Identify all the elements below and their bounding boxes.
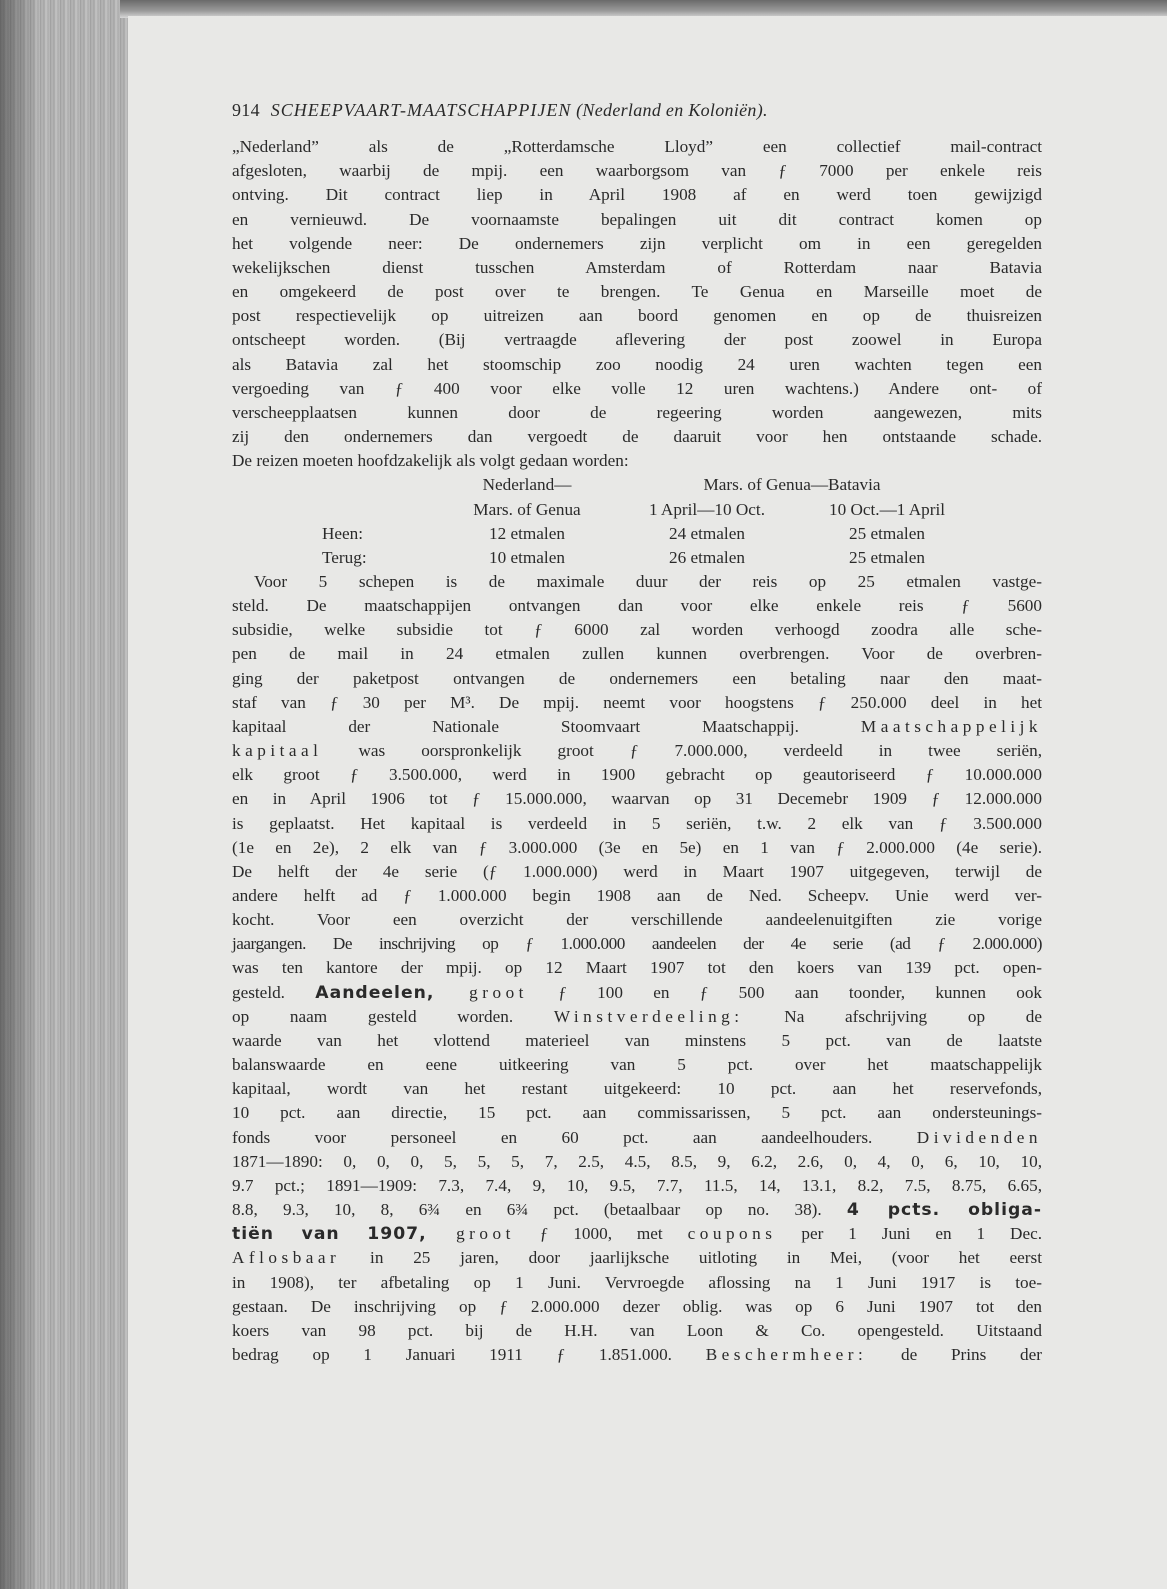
text-line: in 1908), ter afbetaling op 1 Juni. Vervroegde aflossing na 1 Juni 1917 is toe- (232, 1272, 1042, 1292)
table-cell: 24 etmalen (669, 523, 745, 543)
text-line: elk groot ƒ 3.500.000, werd in 1900 gebracht op geautoriseerd ƒ 10.000.000 (232, 765, 1042, 785)
text-line: staf van ƒ 30 per M³. De mpij. neemt voor hoogstens ƒ 250.000 deel in het (232, 692, 1042, 712)
text-line: (1e en 2e), 2 elk van ƒ 3.000.000 (3e en 5e) en 1 van ƒ 2.000.000 (4e serie). (232, 837, 1042, 857)
text-line: kapitaal der Nationale Stoomvaart Maatschappij. Maatschappelijk (232, 716, 1042, 736)
section-heading-obligaties: 4 pcts. obliga- (846, 1200, 1042, 1221)
table-cell: 26 etmalen (669, 547, 745, 567)
header-cell: 1 April—10 Oct. (648, 499, 765, 519)
text-line: zij den ondernemers dan vergoedt de daaruit voor hen ontstaande schade. (232, 427, 1042, 447)
text-line: gestaan. De inschrijving op ƒ 2.000.000 dezer oblig. was op 6 Juni 1907 tot den (232, 1296, 1042, 1316)
text-line: als Batavia zal het stoomschip zoo noodig 24 uren wachten tegen een (232, 354, 1042, 374)
text-line: en in April 1906 tot ƒ 15.000.000, waarvan op 31 Decemebr 1909 ƒ 12.000.000 (232, 789, 1042, 809)
header-cell: 10 Oct.—1 April (828, 499, 945, 519)
text-line: kapitaal was oorspronkelijk groot ƒ 7.000.000, verdeeld in twee seriën, (232, 741, 1042, 761)
spaced-heading: kapitaal (232, 741, 323, 761)
text-line: steld. De maatschappijen ontvangen dan voor elke enkele reis ƒ 5600 (232, 596, 1042, 616)
paragraph-subsidy (232, 570, 1042, 1367)
text-line: afgesloten, waarbij de mpij. een waarborgsom van ƒ 7000 per enkele reis (232, 161, 1042, 181)
page-text (232, 98, 1042, 1367)
text-line: ontscheept worden. (Bij vertraagde aflevering der post zoowel in Europa (232, 330, 1042, 350)
text-line: het volgende neer: De ondernemers zijn verplicht om in een geregelden (232, 233, 1042, 253)
text-line: kapitaal, wordt van het restant uitgekeerd: 10 pct. aan het reservefonds, (232, 1079, 1042, 1099)
book-page-edges (0, 0, 128, 1589)
text-line: „Nederland” als de „Rotterdamsche Lloyd” een collectief mail-contract (232, 137, 1042, 157)
table-cell: 10 etmalen (489, 547, 565, 567)
text-line: ging der paketpost ontvangen de ondernemers een betaling naar den maat- (232, 668, 1042, 688)
text-line: verscheepplaatsen kunnen door de regeering worden aangewezen, mits (232, 402, 1042, 422)
text-line: vergoeding van ƒ 400 voor elke volle 12 uren wachtens.) Andere ont- of (232, 378, 1042, 398)
voyage-schedule-table (292, 473, 972, 570)
spaced-heading: Maatschappelijk (860, 716, 1042, 736)
row-label: Terug: (322, 547, 367, 567)
header-cell: Mars. of Genua (473, 499, 581, 519)
text-line: andere helft ad ƒ 1.000.000 begin 1908 aan de Ned. Scheepv. Unie werd ver- (232, 886, 1042, 905)
text-line: en vernieuwd. De voornaamste bepalingen uit dit contract komen op (232, 209, 1042, 229)
table-cell: 25 etmalen (849, 547, 925, 567)
text-line: post respectievelijk op uitreizen aan boord genomen en op de thuisreizen (232, 306, 1042, 326)
table-cell: 25 etmalen (849, 523, 925, 543)
table-cell: 12 etmalen (489, 523, 565, 543)
header-cell: Nederland— (482, 475, 572, 495)
text-line: pen de mail in 24 etmalen zullen kunnen overbrengen. Voor de overbren- (232, 644, 1042, 664)
text-line: gesteld. Aandeelen, groot ƒ 100 en ƒ 500 aan toonder, kunnen ook (232, 982, 1043, 1003)
running-title: SCHEEPVAART-MAATSCHAPPIJEN (270, 100, 572, 120)
page-number: 914 (232, 100, 260, 120)
dividends-line: 9.7 pct.; 1891—1909: 7.3, 7.4, 9, 10, 9.5, 7.7, 11.5, 14, 13.1, 8.2, 7.5, 8.75, 6.65, (232, 1175, 1042, 1195)
running-subtitle: (Nederland en Koloniën). (576, 100, 768, 120)
text-line: koers van 98 pct. bij de H.H. van Loon & Co. opengesteld. Uitstaand (232, 1320, 1042, 1340)
spaced-heading: Aflosbaar (232, 1248, 341, 1268)
row-label: Heen: (322, 523, 364, 543)
text-line: is geplaatst. Het kapitaal is verdeeld in 5 seriën, t.w. 2 elk van ƒ 3.500.000 (232, 813, 1042, 833)
text-line: ontving. Dit contract liep in April 1908 af en werd toen gewijzigd (232, 185, 1042, 205)
text-line: De reizen moeten hoofdzakelijk als volgt gedaan worden: (232, 451, 629, 471)
schedule-row (292, 546, 972, 570)
text-line: waarde van het vlottend materieel van minstens 5 pct. van de laatste (232, 1030, 1042, 1050)
header-cell: Mars. of Genua—Batavia (703, 475, 881, 495)
text-line: De helft der 4e serie (ƒ 1.000.000) werd in Maart 1907 uitgegeven, terwijl de (232, 861, 1042, 881)
spaced-heading: Winstverdeeling: (553, 1006, 744, 1026)
spaced-heading: Dividenden (916, 1127, 1042, 1147)
text-line: tiën van 1907, groot ƒ 1000, met coupons per 1 Juni en 1 Dec. (232, 1224, 1043, 1245)
text-line: op naam gesteld worden. Winstverdeeling: Na afschrijving op de (232, 1006, 1043, 1026)
schedule-header-row (292, 473, 972, 497)
section-heading-aandeelen: Aandeelen, (315, 982, 435, 1003)
running-head (232, 98, 1042, 122)
text-line: kocht. Voor een overzicht der verschillende aandeelenuitgiften zie vorige (232, 910, 1042, 930)
text-line: balanswaarde en eene uitkeering van 5 pct. over het maatschappelijk (232, 1055, 1042, 1075)
text-line: wekelijkschen dienst tusschen Amsterdam of Rotterdam naar Batavia (232, 257, 1042, 277)
text-line: jaargangen. De inschrijving op ƒ 1.000.000 aandeelen der 4e serie (ad ƒ 2.000.000) (232, 934, 1042, 954)
paragraph-mail-contract (232, 135, 1042, 473)
text-line: en omgekeerd de post over te brengen. Te Genua en Marseille moet de (232, 282, 1042, 302)
spaced-heading: Beschermheer: (705, 1344, 868, 1364)
text-line: bedrag op 1 Januari 1911 ƒ 1.851.000. Beschermheer: de Prins der (232, 1344, 1042, 1364)
text-line: Voor 5 schepen is de maximale duur der reis op 25 etmalen vastge- (254, 571, 1042, 591)
text-line: 10 pct. aan directie, 15 pct. aan commissarissen, 5 pct. aan ondersteunings- (232, 1103, 1042, 1123)
dividends-line: 1871—1890: 0, 0, 0, 5, 5, 5, 7, 2.5, 4.5, 8.5, 9, 6.2, 2.6, 0, 4, 0, 6, 10, 10, (232, 1151, 1042, 1171)
text-line: 8.8, 9.3, 10, 8, 6¾ en 6¾ pct. (betaalbaar op no. 38). 4 pcts. obliga- (232, 1200, 1042, 1221)
text-line: Aflosbaar in 25 jaren, door jaarlijksche uitloting in Mei, (voor het eerst (232, 1248, 1042, 1268)
text-line: fonds voor personeel en 60 pct. aan aandeelhouders. Dividenden (232, 1127, 1042, 1147)
schedule-row (292, 522, 972, 546)
text-line: was ten kantore der mpij. op 12 Maart 1907 tot den koers van 139 pct. open- (232, 958, 1042, 978)
schedule-header-row (292, 498, 972, 522)
text-line: subsidie, welke subsidie tot ƒ 6000 zal worden verhoogd zoodra alle sche- (232, 620, 1042, 640)
